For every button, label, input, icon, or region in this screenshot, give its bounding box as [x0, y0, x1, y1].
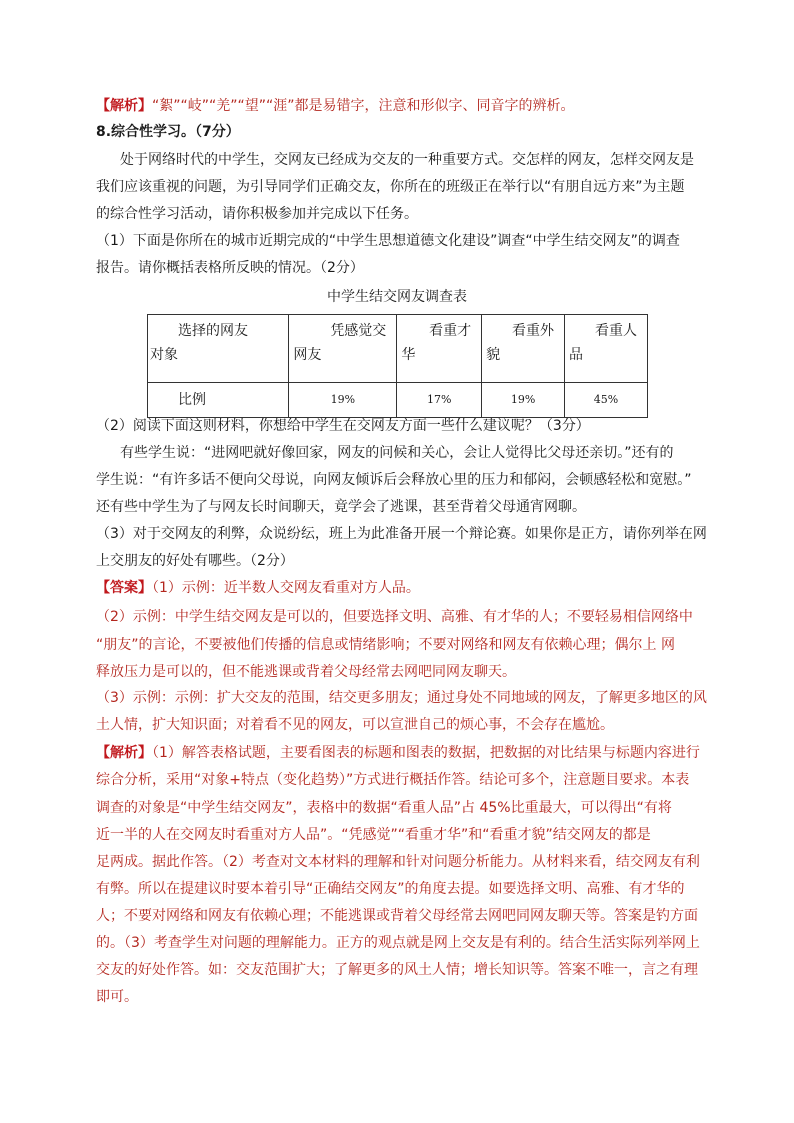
material-line-3: 还有些中学生为了与网友长时间聊天，竟学会了逃课，甚至背着父母通宵网聊。 [96, 499, 586, 515]
question-8-heading: 8.综合性学习。（7分） [96, 124, 240, 140]
task3-line-2: 上交朋友的好处有哪些。（2分） [96, 553, 294, 569]
analysis-line-2: 综合分析，采用“对象+特点（变化趋势）”方式进行概括作答。结论可多个，注意题目要求。本表 [96, 772, 690, 788]
intro-line-3: 的综合性学习活动，请你积极参加并完成以下任务。 [96, 206, 418, 222]
task1-line-2: 报告。请你概括表格所反映的情况。（2分） [96, 260, 364, 276]
answer-line-2: （2）示例：中学生结交网友是可以的，但要选择文明、高雅、有才华的人；不要轻易相信网络中 [96, 609, 693, 625]
task2-line: （2）阅读下面这则材料，你想给中学生在交网友方面一些什么建议呢？（3分） [96, 418, 590, 434]
analysis-line-8: 的。（3）考查学生对问题的理解能力。正方的观点就是网上交友是有利的。结合生活实际列举网上 [96, 935, 700, 951]
analysis-line-4: 近一半的人在交网友时看重对方人品”。“凭感觉”“看重才华”和“看重才貌”结交网友的都是 [96, 827, 651, 843]
analysis-line-6: 有弊。所以在提建议时要本着引导“正确结交网友”的角度去提。如要选择文明、高雅、有才华的 [96, 881, 685, 897]
analysis-text: “絮”“岐”“羌”“望”“涯”都是易错字，注意和形似字、同音字的辨析。 [152, 98, 575, 114]
q7-analysis-line [96, 96, 696, 116]
task3-line-1: （3）对于交网友的利弊，众说纷纭，班上为此准备开展一个辩论赛。如果你是正方，请你列举在网 [96, 526, 707, 542]
answer-line-1: 【答案】（1）示例：近半数人交网友看重对方人品。 [96, 580, 420, 596]
header-cell-looks: 看重外 貌 [482, 315, 565, 383]
value-cell-talent: 17% [397, 383, 482, 418]
header-cell-character: 看重人 品 [565, 315, 648, 383]
header-cell-feeling: 凭感觉交 网友 [289, 315, 397, 383]
analysis-line-10: 即可。 [96, 989, 138, 1005]
intro-line-1: 处于网络时代的中学生，交网友已经成为交友的一种重要方式。交怎样的网友，怎样交网友是 [120, 152, 694, 168]
row-label-cell: 比例 [148, 383, 289, 418]
material-line-1: 有些学生说：“进网吧就好像回家，网友的问候和关心，会让人觉得比父母还亲切。”还有的 [120, 445, 674, 461]
analysis-line-3: 调查的对象是“中学生结交网友”，表格中的数据“看重人品”占 45%比重最大，可以得出“有将 [96, 800, 672, 816]
intro-line-2: 我们应该重视的问题，为引导同学们正确交友，你所在的班级正在举行以“有朋自远方来”为主题 [96, 179, 685, 195]
analysis-line-5: 足两成。据此作答。（2）考查对文本材料的理解和针对问题分析能力。从材料来看，结交网友有利 [96, 854, 700, 870]
analysis-line-9: 交友的好处作答。如：交友范围扩大；了解更多的风土人情；增长知识等。答案不唯一，言之有理 [96, 962, 698, 978]
material-line-2: 学生说：“有许多话不便向父母说，向网友倾诉后会释放心里的压力和郁闷，会顿感轻松和宽慰。” [96, 472, 692, 488]
value-cell-feeling: 19% [289, 383, 397, 418]
analysis-line-7: 人；不要对网络和网友有依赖心理；不能逃课或背着父母经常去网吧同网友聊天等。答案是钓方面 [96, 908, 698, 924]
task1-line-1: （1）下面是你所在的城市近期完成的“中学生思想道德文化建设”调查“中学生结交网友”的调查 [96, 233, 680, 249]
answer-line-6: 土人情，扩大知识面；对着看不见的网友，可以宣泄自己的烦心事，不会存在尴尬。 [96, 717, 614, 733]
table-data-row [148, 383, 648, 418]
analysis-tag: 【解析】 [96, 98, 152, 114]
answer-tag: 【答案】 [96, 580, 152, 596]
header-cell-object: 选择的网友 对象 [148, 315, 289, 383]
value-cell-looks: 19% [482, 383, 565, 418]
value-cell-character: 45% [565, 383, 648, 418]
answer-line-4: 释放压力是可以的，但不能逃课或背着父母经常去网吧同网友聊天。 [96, 664, 516, 680]
survey-table [147, 314, 648, 418]
answer-line-3: “朋友”的言论，不要被他们传播的信息或情绪影响；不要对网络和网友有依赖心理；偶尔上 网 [96, 637, 675, 653]
table-title: 中学生结交网友调查表 [327, 289, 467, 305]
answer-line-5: （3）示例：示例：扩大交友的范围，结交更多朋友；通过身处不同地域的网友，了解更多地区的风 [96, 690, 707, 706]
analysis-tag-2: 【解析】 [96, 745, 152, 761]
table-header-row [148, 315, 648, 383]
analysis-line-1: 【解析】（1）解答表格试题，主要看图表的标题和图表的数据，把数据的对比结果与标题内容进行 [96, 745, 700, 761]
header-cell-talent: 看重才 华 [397, 315, 482, 383]
